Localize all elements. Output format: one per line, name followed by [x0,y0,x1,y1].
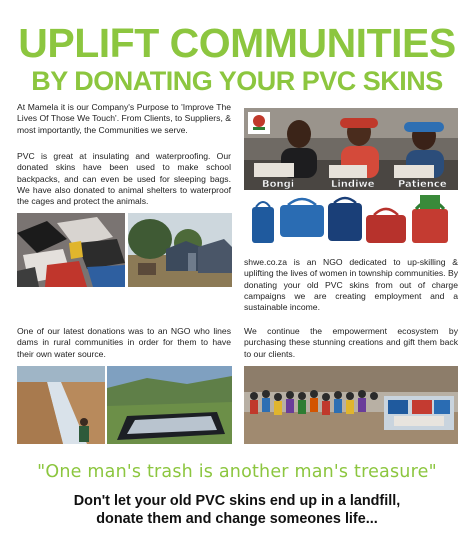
headline-line2: BY DONATING YOUR PVC SKINS [31,66,443,96]
pvc-skins-pile-photo [17,213,125,287]
name-lindiwe: Lindiwe [331,179,375,190]
women-sewing-photo [244,108,458,190]
cta-line2: donate them and change someones life... [96,511,378,527]
cta-line1: Don't let your old PVC skins end up in a landfill, [73,493,401,509]
handbags-photo [244,193,458,251]
shwe-ngo-paragraph: shwe.co.za is an NGO dedicated to up-skilling & uplifting the lives of women in township communities. By donating your old PVC skins from out of charge campaigns we are creating employment and a sustainable income. [244,257,458,313]
headline-line1: UPLIFT COMMUNITIES [18,20,456,66]
intro-paragraph: At Mamela it is our Company's Purpose to 'Improve The Lives Of Those We Touch'. From Clients, to Suppliers, & most importantly, the Communities we serve. [17,102,231,135]
empowerment-paragraph: We continue the empowerment ecosystem by purchasing these stunning creations and gift them back to our clients. [244,326,458,359]
name-patience: Patience [398,179,447,190]
pvc-uses-paragraph: PVC is great at insulating and waterproofing. Our donated skins have been used to make school backpacks, and can even be used for sleeping bags. We have also donated to animal shelters to waterproof the cages and protect the animals. [17,151,231,207]
lined-dam-photo [107,366,232,444]
dam-trench-photo [17,366,105,444]
quote: "One man's trash is another man's treasure" [37,462,437,482]
name-bongi: Bongi [262,179,295,190]
community-donation-photo [244,366,458,444]
dog-kennels-photo [128,213,232,287]
dam-lining-paragraph: One of our latest donations was to an NGO who lines dams in rural communities in order for them to have their own water source. [17,326,231,359]
